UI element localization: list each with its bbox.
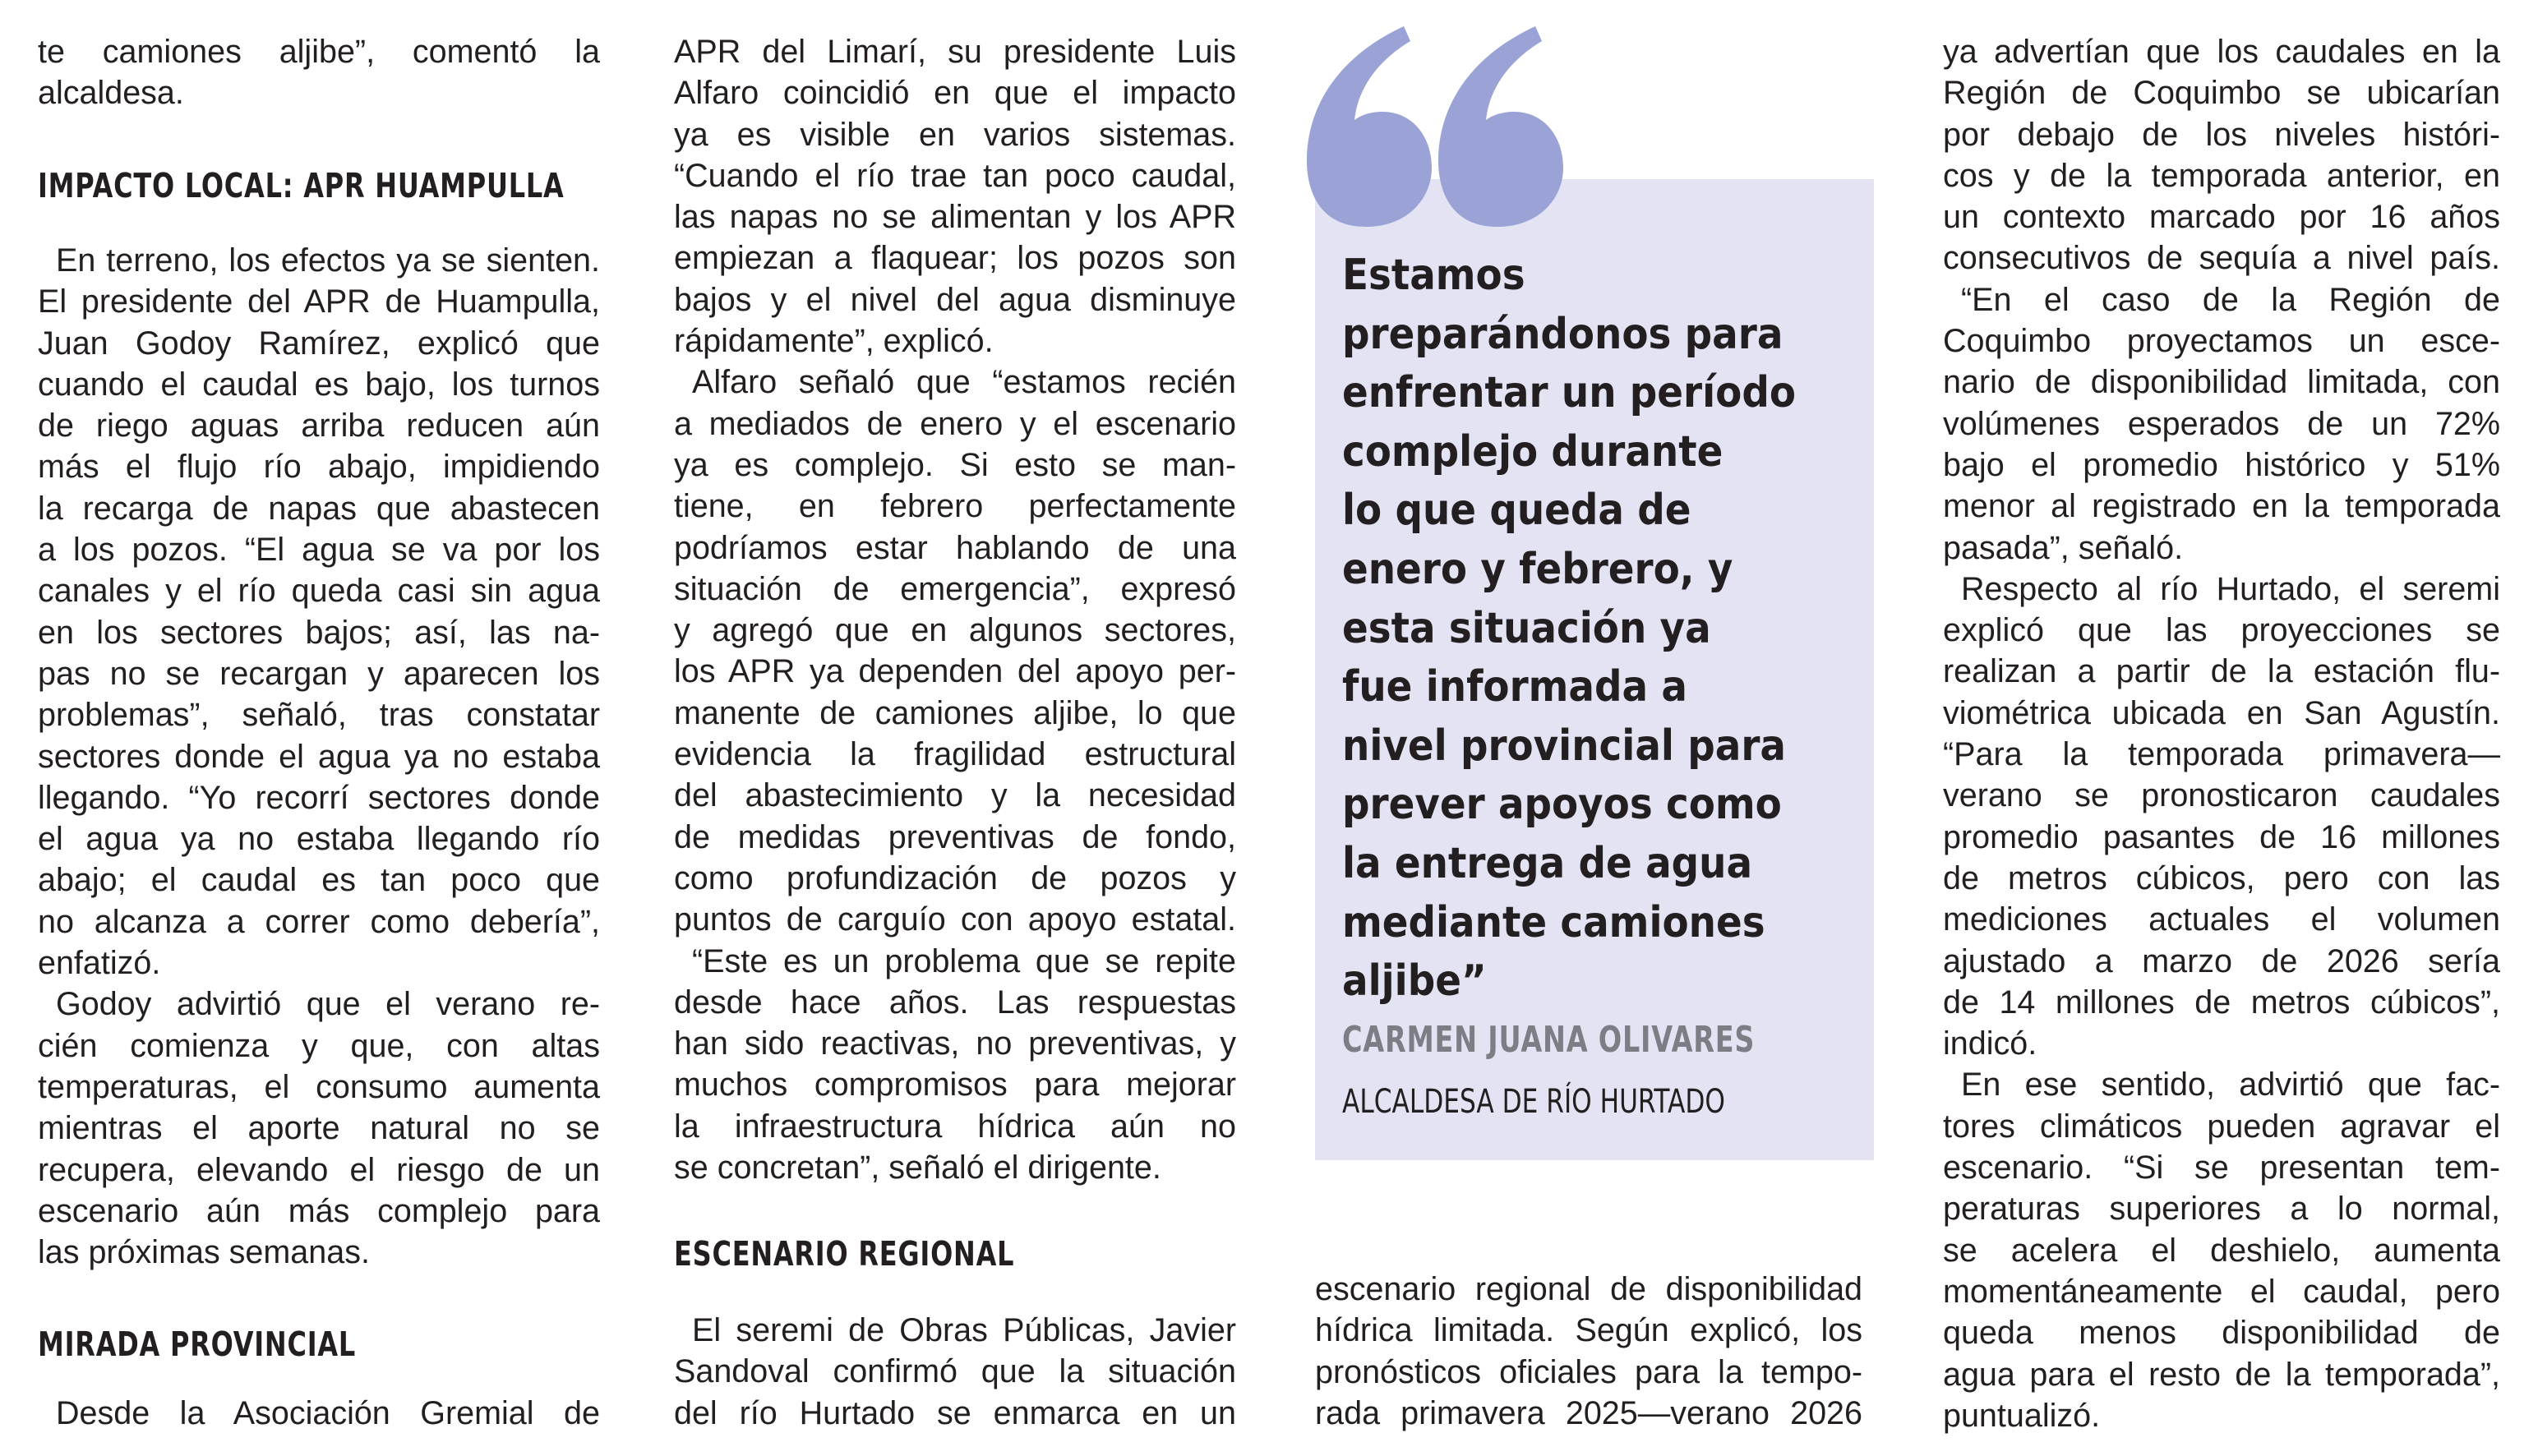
text-line: evidencia la fragilidad estructural [674, 736, 1236, 773]
text-line: Sandoval confirmó que la situación [674, 1353, 1236, 1390]
text-line: En ese sentido, advirtió que fac- [1961, 1067, 2500, 1104]
text-line: canales y el río queda casi sin agua [38, 573, 600, 610]
text-line: Alfaro coincidió en que el impacto [674, 75, 1236, 112]
text-line: como profundización de pozos y [674, 859, 1236, 896]
text-line: y agregó que en algunos sectores, [674, 612, 1236, 649]
section-heading-mirada-provincial: MIRADA PROVINCIAL [38, 1325, 357, 1364]
text-line: los APR ya dependen del apoyo per- [674, 653, 1236, 690]
text-line: muchos compromisos para mejorar [674, 1067, 1236, 1104]
text-line: de metros cúbicos, pero con las [1943, 859, 2500, 896]
text-line: en los sectores bajos; así, las na- [38, 614, 600, 651]
text-line: pasada”, señaló. [1943, 529, 2184, 566]
column-2-escenario-body [674, 1310, 1236, 1434]
text-line: del abastecimiento y la necesidad [674, 777, 1236, 814]
text-line: más el flujo río abajo, impidiendo [38, 449, 600, 486]
text-line: rápidamente”, explicó. [674, 323, 994, 360]
text-line: pas no se recargan y aparecen los [38, 655, 600, 692]
column-1-top [38, 31, 600, 114]
text-line: te camiones aljibe”, comentó la [38, 34, 600, 70]
text-line: nario de disponibilidad limitada, con [1943, 364, 2500, 401]
text-line: a los pozos. “El agua se va por los [38, 532, 600, 569]
text-line: queda menos disponibilidad de [1943, 1315, 2500, 1352]
text-line: cién comienza y que, con altas [38, 1027, 600, 1064]
text-line: temperaturas, el consumo aumenta [38, 1068, 600, 1105]
text-line: han sido reactivas, no preventivas, y [674, 1025, 1236, 1062]
column-4-body [1943, 31, 2500, 1436]
text-line: problemas”, señaló, tras constatar [38, 697, 600, 734]
column-2-body [674, 31, 1236, 1188]
text-line: hídrica limitada. Según explicó, los [1315, 1312, 1862, 1349]
text-line: Coquimbo proyectamos un esce- [1943, 323, 2500, 360]
text-line: escenario regional de disponibilidad [1315, 1271, 1862, 1307]
text-line: explicó que las proyecciones se [1943, 612, 2500, 649]
text-line: a mediados de enero y el escenario [674, 405, 1236, 442]
pull-quote-author: CARMEN JUANA OLIVARES [1342, 1019, 1756, 1061]
text-line: consecutivos de sequía a nivel país. [1943, 240, 2500, 277]
text-line: Godoy advirtió que el verano re- [56, 986, 600, 1023]
text-line: las napas no se alimentan y los APR [674, 199, 1236, 236]
text-line: rada primavera 2025—verano 2026 [1315, 1394, 1862, 1431]
text-line: de 14 millones de metros cúbicos”, [1943, 984, 2500, 1021]
column-1-mirada-body [38, 1393, 600, 1434]
text-line: ya es visible en varios sistemas. [674, 116, 1236, 153]
text-line: ajustado a marzo de 2026 sería [1943, 942, 2500, 979]
text-line: viométrica ubicada en San Agustín. [1943, 694, 2500, 731]
text-line: se acelera el deshielo, aumenta [1943, 1232, 2500, 1269]
text-line: volúmenes esperados de un 72% [1943, 405, 2500, 442]
text-line: de riego aguas arriba reducen aún [38, 408, 600, 445]
text-line: enfatizó. [38, 945, 161, 982]
text-line: agua para el resto de la temporada”, [1943, 1356, 2500, 1393]
quote-marks-icon [1307, 23, 1570, 261]
text-line: no alcanza a correr como debería”, [38, 903, 600, 940]
text-line: llegando. “Yo recorrí sectores donde [38, 779, 600, 816]
text-line: empiezan a flaquear; los pozos son [674, 240, 1236, 277]
text-line: podríamos estar hablando de una [674, 529, 1236, 566]
text-line: El seremi de Obras Públicas, Javier [692, 1312, 1236, 1348]
text-line: mediciones actuales el volumen [1943, 901, 2500, 938]
text-line: el agua ya no estaba llegando río [38, 821, 600, 858]
text-line: Región de Coquimbo se ubicarían [1943, 75, 2500, 112]
text-line: promedio pasantes de 16 millones [1943, 818, 2500, 855]
text-line: peraturas superiores a lo normal, [1943, 1191, 2500, 1228]
text-line: indicó. [1943, 1025, 2037, 1062]
text-line: En terreno, los efectos ya se sienten. [56, 242, 600, 279]
text-line: bajo el promedio histórico y 51% [1943, 446, 2500, 483]
text-line: realizan a partir de la estación flu- [1943, 653, 2500, 690]
text-line: “En el caso de la Región de [1961, 281, 2500, 318]
column-3-bottom-body [1315, 1269, 1862, 1434]
text-line: pronósticos oficiales para la tempo- [1315, 1353, 1862, 1390]
text-line: del río Hurtado se enmarca en un [674, 1394, 1236, 1431]
text-line: puntos de carguío con apoyo estatal. [674, 901, 1236, 938]
text-line: escenario aún más complejo para [38, 1192, 600, 1229]
text-line: momentáneamente el caudal, pero [1943, 1273, 2500, 1310]
text-line: cuando el caudal es bajo, los turnos [38, 366, 600, 403]
section-heading-escenario-regional: ESCENARIO REGIONAL [674, 1234, 1015, 1274]
text-line: Juan Godoy Ramírez, explicó que [38, 325, 600, 362]
text-line: un contexto marcado por 16 años [1943, 199, 2500, 236]
text-line: “Este es un problema que se repite [692, 942, 1236, 979]
text-line: por debajo de los niveles históri- [1943, 116, 2500, 153]
text-line: manente de camiones aljibe, lo que [674, 694, 1236, 731]
text-line: de medidas preventivas de fondo, [674, 818, 1236, 855]
text-line: cos y de la temporada anterior, en [1943, 157, 2500, 194]
column-1-impacto-body [38, 240, 600, 1273]
text-line: la infraestructura hídrica aún no [674, 1108, 1236, 1145]
text-line: bajos y el nivel del agua disminuye [674, 281, 1236, 318]
text-line: ya es complejo. Si esto se man- [674, 446, 1236, 483]
text-line: las próximas semanas. [38, 1234, 370, 1271]
text-line: desde hace años. Las respuestas [674, 984, 1236, 1021]
pull-quote-text: Estamos preparándonos para enfrentar un período complejo durante lo que queda de enero y febrero, y esta situación ya fue informada a nivel provincial para prever apoyos como la entrega de agua mediante camiones aljibe” [1342, 251, 1796, 1007]
text-line: escenario. “Si se presentan tem- [1943, 1150, 2500, 1186]
text-line: “Para la temporada primavera— [1943, 736, 2500, 773]
text-line: se concretan”, señaló el dirigente. [674, 1150, 1161, 1186]
text-line: El presidente del APR de Huampulla, [38, 283, 600, 320]
pull-quote-role: ALCALDESA DE RÍO HURTADO [1342, 1083, 1725, 1121]
text-line: menor al registrado en la temporada [1943, 488, 2500, 525]
text-line: verano se pronosticaron caudales [1943, 777, 2500, 814]
text-line: la recarga de napas que abastecen [38, 490, 600, 527]
text-line: Respecto al río Hurtado, el seremi [1961, 570, 2500, 607]
section-heading-impacto-local: IMPACTO LOCAL: APR HUAMPULLA [38, 166, 565, 205]
text-line: Desde la Asociación Gremial de [56, 1395, 600, 1431]
text-line: sectores donde el agua ya no estaba [38, 738, 600, 775]
text-line: alcaldesa. [38, 75, 184, 112]
text-line: Alfaro señaló que “estamos recién [692, 364, 1236, 401]
text-line: mientras el aporte natural no se [38, 1110, 600, 1147]
text-line: tiene, en febrero perfectamente [674, 488, 1236, 525]
text-line: “Cuando el río trae tan poco caudal, [674, 157, 1236, 194]
text-line: situación de emergencia”, expresó [674, 570, 1236, 607]
text-line: puntualizó. [1943, 1397, 2101, 1434]
text-line: APR del Limarí, su presidente Luis [674, 34, 1236, 70]
text-line: ya advertían que los caudales en la [1943, 34, 2500, 70]
text-line: tores climáticos pueden agravar el [1943, 1108, 2500, 1145]
text-line: abajo; el caudal es tan poco que [38, 862, 600, 899]
text-line: recupera, elevando el riesgo de un [38, 1151, 600, 1188]
